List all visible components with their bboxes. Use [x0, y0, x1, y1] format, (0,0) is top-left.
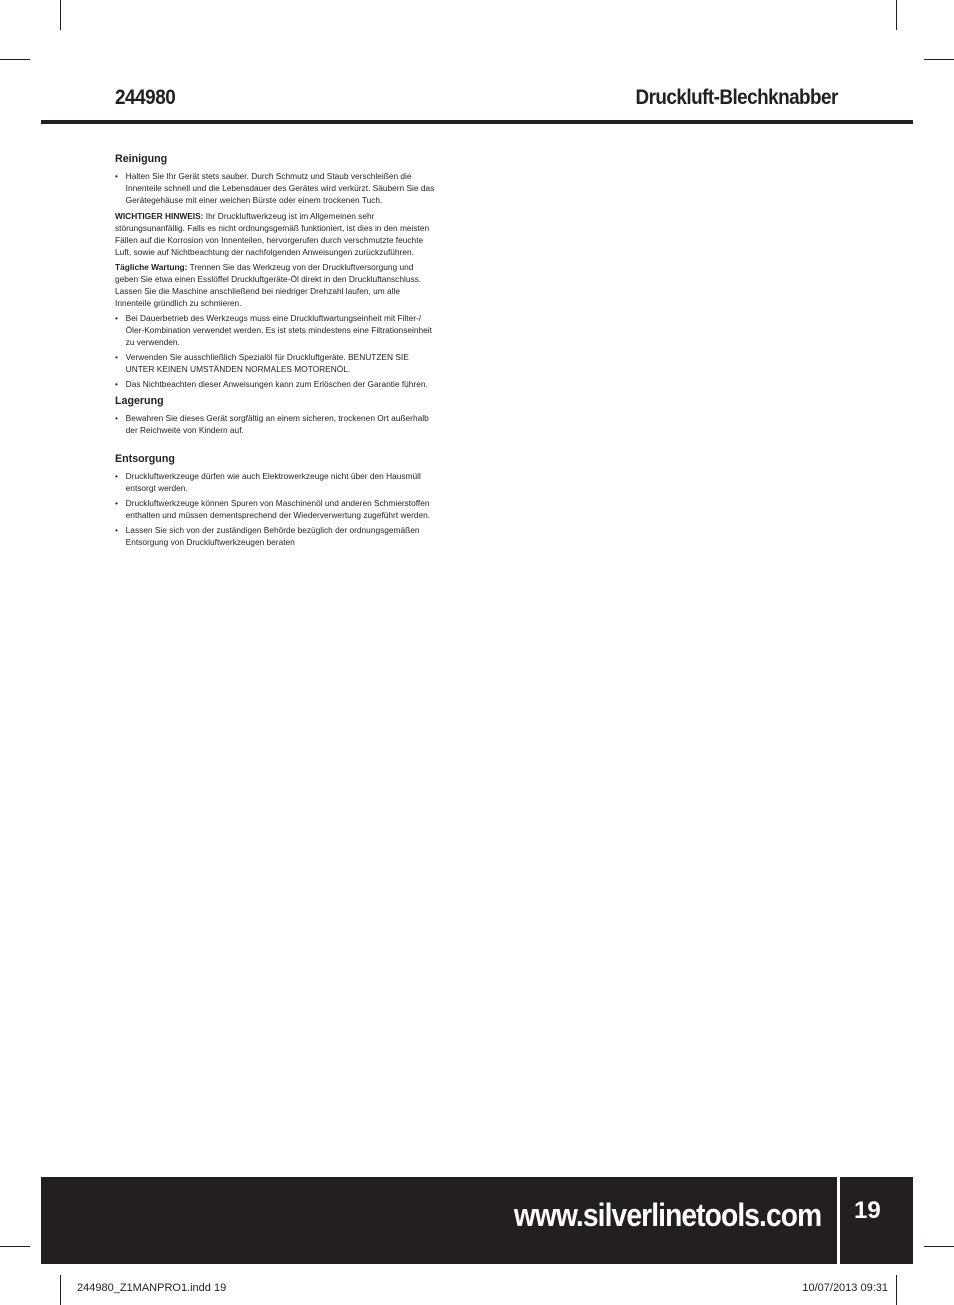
website-link[interactable]: www.silverlinetools.com: [513, 1197, 821, 1233]
list-item-text: Bei Dauerbetrieb des Werkzeugs muss eine Druckluftwartungseinheit mit Filter-/Öler-Kombination verwendet werden. Es ist stets mindestens eine Filtrationseinheit zu verwenden.: [125, 313, 432, 347]
crop-mark: [896, 1275, 897, 1305]
page-number-box: [840, 1177, 913, 1264]
bullet-icon: •: [115, 171, 118, 181]
list-item-text: Das Nichtbeachten dieser Anweisungen kann zum Erlöschen der Garantie führen.: [125, 379, 428, 389]
list-item: [115, 524, 437, 548]
bullet-icon: •: [115, 525, 118, 535]
daily-maintenance: [115, 261, 437, 309]
daily-text: Trennen Sie das Werkzeug von der Druckluftversorgung und geben Sie etwa einen Esslöffel Druckluftgeräte-Öl direkt in den Druckluftanschluss. Lassen Sie die Maschine anschließend bei niedriger Drehzahl laufen, um alle Innenteile gründlich zu schmieren.: [115, 262, 422, 308]
crop-mark: [60, 1275, 61, 1305]
slug-datetime: 10/07/2013 09:31: [802, 1282, 888, 1294]
bullet-icon: •: [115, 413, 118, 423]
list-item-text: Druckluftwerkzeuge dürfen wie auch Elektrowerkzeuge nicht über den Hausmüll entsorgt werden.: [125, 471, 421, 493]
bullet-icon: •: [115, 471, 118, 481]
page-title: Druckluft-Blechknabber: [635, 86, 838, 109]
important-note: [115, 210, 437, 258]
list-item: [115, 412, 437, 436]
bullet-icon: •: [115, 379, 118, 389]
bullet-icon: •: [115, 498, 118, 508]
list-item: [115, 170, 437, 206]
note-text: Ihr Druckluftwerkzeug ist im Allgemeinen sehr störungsunanfällig. Falls es nicht ordnungsgemäß funktioniert, ist dies in den meisten Fällen auf die Korrosion von Innenteilen, hervorgerufen durch verschmutzte feuchte Luft, sowie auf Nichtbeachtung der nachfolgenden Anweisungen zurückzuführen.: [115, 211, 430, 257]
list-item-text: Bewahren Sie dieses Gerät sorgfältig an einem sicheren, trockenen Ort außerhalb der Reichweite von Kindern auf.: [125, 413, 429, 435]
bullet-list: [115, 170, 437, 206]
bullet-list: [115, 470, 437, 548]
crop-mark: [0, 1246, 30, 1247]
list-item-text: Verwenden Sie ausschließlich Spezialöl für Druckluftgeräte. BENUTZEN SIE UNTER KEINEN UMSTÄNDEN NORMALES MOTORENÖL.: [125, 352, 409, 374]
list-item: [115, 470, 437, 494]
footer-bar: [41, 1177, 837, 1264]
list-item: [115, 378, 437, 390]
crop-mark: [924, 1246, 954, 1247]
crop-mark: [924, 59, 954, 60]
bullet-icon: •: [115, 313, 118, 323]
slug-filename: 244980_Z1MANPRO1.indd 19: [77, 1282, 227, 1294]
list-item-text: Lassen Sie sich von der zuständigen Behörde bezüglich der ordnungsgemäßen Entsorgung von Druckluftwerkzeugen beraten: [125, 525, 420, 547]
model-number: 244980: [115, 86, 176, 109]
list-item: [115, 351, 437, 375]
main-content: [115, 152, 447, 552]
section-heading-reinigung: Reinigung: [115, 153, 168, 165]
crop-mark: [60, 0, 61, 30]
daily-label: Tägliche Wartung:: [115, 262, 188, 272]
page-number: 19: [854, 1197, 881, 1224]
header-rule: [41, 120, 913, 124]
bullet-icon: •: [115, 352, 118, 362]
list-item-text: Druckluftwerkzeuge können Spuren von Maschinenöl und anderen Schmierstoffen enthalten und müssen dementsprechend der Wiederverwertung zugeführt werden.: [125, 498, 431, 520]
section-heading-entsorgung: Entsorgung: [115, 453, 175, 465]
section-heading-lagerung: Lagerung: [115, 395, 164, 407]
crop-mark: [896, 0, 897, 30]
list-item-text: Halten Sie Ihr Gerät stets sauber. Durch Schmutz und Staub verschleißen die Innenteile schnell und die Lebensdauer des Gerätes wird verkürzt. Säubern Sie das Gerätegehäuse mit einer weichen Bürste oder einem trockenen Tuch.: [125, 171, 435, 205]
list-item: [115, 497, 437, 521]
spacer: [115, 440, 437, 452]
bullet-list: [115, 412, 437, 436]
crop-mark: [0, 59, 30, 60]
bullet-list: [115, 312, 437, 390]
list-item: [115, 312, 437, 348]
note-label: WICHTIGER HINWEIS:: [115, 211, 204, 221]
